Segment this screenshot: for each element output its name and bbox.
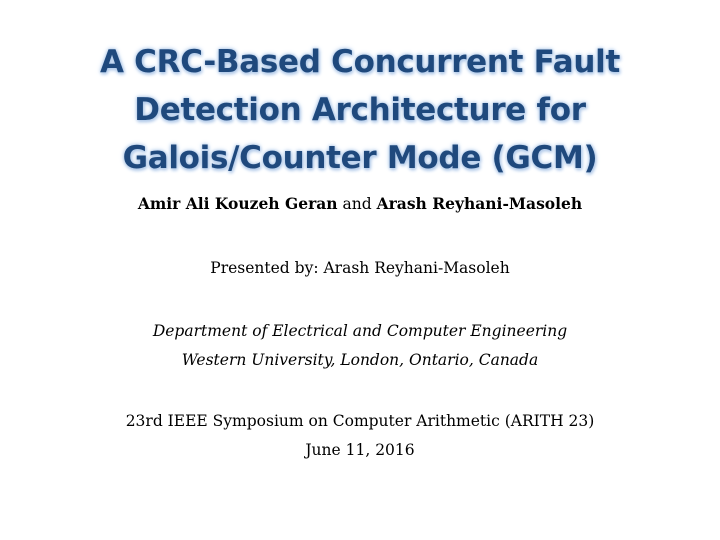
- authors-line: [20, 194, 700, 213]
- title-line-2: Detection Architecture for: [134, 92, 586, 128]
- author-2: Arash Reyhani-Masoleh: [376, 194, 583, 213]
- title-line-1: A CRC-Based Concurrent Fault: [100, 44, 620, 80]
- conference-date: June 11, 2016: [305, 441, 415, 459]
- slide-title: [60, 38, 660, 182]
- authors-conjunction: and: [342, 195, 372, 213]
- university: Western University, London, Ontario, Canada: [181, 351, 539, 369]
- author-1: Amir Ali Kouzeh Geran: [137, 194, 338, 213]
- department: Department of Electrical and Computer Engineering: [152, 322, 568, 340]
- presenter-line: Presented by: Arash Reyhani-Masoleh: [210, 259, 510, 277]
- title-line-3: Galois/Counter Mode (GCM): [122, 140, 598, 176]
- conference-name: 23rd IEEE Symposium on Computer Arithmetic (ARITH 23): [125, 412, 595, 430]
